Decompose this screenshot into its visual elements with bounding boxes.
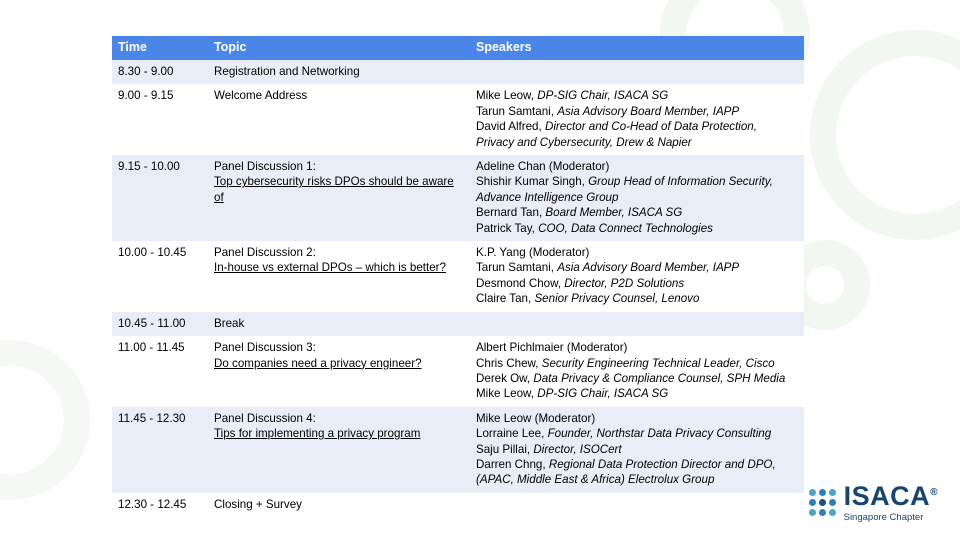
speaker-name: Shishir Kumar Singh, [476, 175, 585, 189]
topic-title: Registration and Networking [214, 65, 360, 78]
speaker-entry [476, 245, 798, 260]
speaker-role: Board Member, ISACA SG [545, 206, 683, 220]
speaker-entry [476, 276, 798, 291]
table-row [112, 493, 804, 517]
cell-time: 11.45 - 12.30 [112, 407, 208, 493]
speaker-role: Asia Advisory Board Member, IAPP [557, 261, 740, 275]
speaker-entry [476, 426, 798, 441]
logo-word: ISACA [843, 480, 931, 511]
speaker-role: Asia Advisory Board Member, IAPP [557, 104, 740, 118]
cell-speakers [470, 312, 804, 336]
topic-title: Panel Discussion 3: [214, 341, 316, 355]
isaca-logo [809, 480, 938, 523]
speaker-role: Group Head of Information Security, Advance Intelligence Group [476, 175, 773, 204]
logo-text-block [843, 480, 938, 523]
speaker-entry [476, 88, 798, 103]
topic-subtitle: Do companies need a privacy engineer? [214, 356, 422, 370]
speaker-name: Adeline Chan (Moderator) [476, 160, 610, 174]
cell-topic [208, 407, 470, 493]
column-header-time: Time [112, 36, 208, 60]
cell-speakers [470, 84, 804, 155]
topic-subtitle: Top cybersecurity risks DPOs should be aware of [214, 175, 454, 204]
speaker-name: Bernard Tan, [476, 206, 543, 220]
isaca-dots-logo-icon [809, 489, 836, 516]
speaker-name: Patrick Tay, [476, 221, 535, 235]
cell-time: 12.30 - 12.45 [112, 493, 208, 517]
speaker-name: Saju Pillai, [476, 442, 531, 456]
speaker-entry [476, 340, 798, 355]
speaker-name: Tarun Samtani, [476, 261, 554, 275]
table-row [112, 336, 804, 407]
speaker-name: Mike Leow, [476, 387, 534, 401]
speaker-entry [476, 356, 798, 371]
cell-speakers [470, 241, 804, 312]
cell-speakers [470, 155, 804, 241]
topic-title: Panel Discussion 4: [214, 411, 316, 425]
table-row [112, 84, 804, 155]
speaker-entry [476, 371, 798, 386]
speaker-entry [476, 119, 798, 150]
speaker-entry [476, 386, 798, 401]
cell-speakers [470, 60, 804, 84]
speaker-entry [476, 159, 798, 174]
cell-topic [208, 493, 470, 517]
table-row [112, 407, 804, 493]
speaker-entry [476, 442, 798, 457]
speaker-name: Chris Chew, [476, 356, 539, 370]
speaker-role: Security Engineering Technical Leader, Cisco [541, 356, 775, 370]
column-header-topic: Topic [208, 36, 470, 60]
table-row [112, 312, 804, 336]
table-header-row [112, 36, 804, 60]
topic-title: Panel Discussion 2: [214, 246, 316, 260]
speaker-role: Director, ISOCert [533, 442, 622, 456]
cell-speakers [470, 407, 804, 493]
cell-topic [208, 155, 470, 241]
speaker-name: Albert Pichlmaier (Moderator) [476, 341, 628, 355]
cell-time: 10.00 - 10.45 [112, 241, 208, 312]
table-row [112, 60, 804, 84]
decorative-circle-icon [0, 340, 90, 500]
speaker-name: K.P. Yang (Moderator) [476, 246, 590, 260]
speaker-role: Director and Co-Head of Data Protection, Privacy and Cybersecurity, Drew & Napier [476, 120, 757, 149]
speaker-name: Derek Ow, [476, 371, 531, 385]
speaker-role: COO, Data Connect Technologies [538, 221, 713, 235]
topic-subtitle: In-house vs external DPOs – which is better? [214, 261, 446, 275]
logo-wordmark [843, 480, 938, 511]
speaker-role: Senior Privacy Counsel, Lenovo [534, 292, 700, 306]
cell-speakers [470, 493, 804, 517]
speaker-role: Data Privacy & Compliance Counsel, SPH Media [533, 371, 786, 385]
speaker-entry [476, 260, 798, 275]
speaker-entry [476, 221, 798, 236]
speaker-role: DP-SIG Chair, ISACA SG [537, 89, 669, 103]
cell-time: 9.00 - 9.15 [112, 84, 208, 155]
cell-topic [208, 84, 470, 155]
decorative-circle-icon [810, 30, 960, 240]
speaker-name: Mike Leow (Moderator) [476, 411, 596, 425]
speaker-entry [476, 205, 798, 220]
topic-title: Closing + Survey [214, 497, 302, 511]
speaker-name: Mike Leow, [476, 89, 534, 103]
table-row [112, 241, 804, 312]
speaker-name: David Alfred, [476, 120, 542, 134]
table-row [112, 155, 804, 241]
logo-chapter: Singapore Chapter [843, 511, 924, 523]
cell-time: 9.15 - 10.00 [112, 155, 208, 241]
column-header-speakers: Speakers [470, 36, 804, 60]
cell-speakers [470, 336, 804, 407]
speaker-entry [476, 411, 798, 426]
cell-topic [208, 60, 470, 84]
speaker-name: Lorraine Lee, [476, 427, 545, 441]
speaker-entry [476, 291, 798, 306]
speaker-name: Desmond Chow, [476, 276, 562, 290]
speaker-role: Regional Data Protection Director and DPO, (APAC, Middle East & Africa) Electrolux Group [476, 457, 776, 487]
topic-subtitle: Tips for implementing a privacy program [214, 427, 421, 441]
speaker-entry [476, 174, 798, 205]
speaker-name: Claire Tan, [476, 292, 532, 306]
speaker-entry [476, 104, 798, 119]
cell-time: 8.30 - 9.00 [112, 60, 208, 84]
speaker-name: Darren Chng, [476, 457, 546, 471]
agenda-table [112, 36, 804, 517]
cell-time: 10.45 - 11.00 [112, 312, 208, 336]
logo-trademark: ® [930, 486, 938, 498]
speaker-role: DP-SIG Chair, ISACA SG [537, 387, 669, 401]
cell-topic [208, 241, 470, 312]
cell-topic [208, 312, 470, 336]
speaker-name: Tarun Samtani, [476, 104, 554, 118]
speaker-role: Founder, Northstar Data Privacy Consulting [547, 427, 772, 441]
topic-title: Break [214, 316, 245, 330]
topic-title: Welcome Address [214, 89, 308, 103]
speaker-entry [476, 457, 798, 488]
cell-topic [208, 336, 470, 407]
topic-title: Panel Discussion 1: [214, 160, 316, 174]
cell-time: 11.00 - 11.45 [112, 336, 208, 407]
speaker-role: Director, P2D Solutions [564, 276, 685, 290]
